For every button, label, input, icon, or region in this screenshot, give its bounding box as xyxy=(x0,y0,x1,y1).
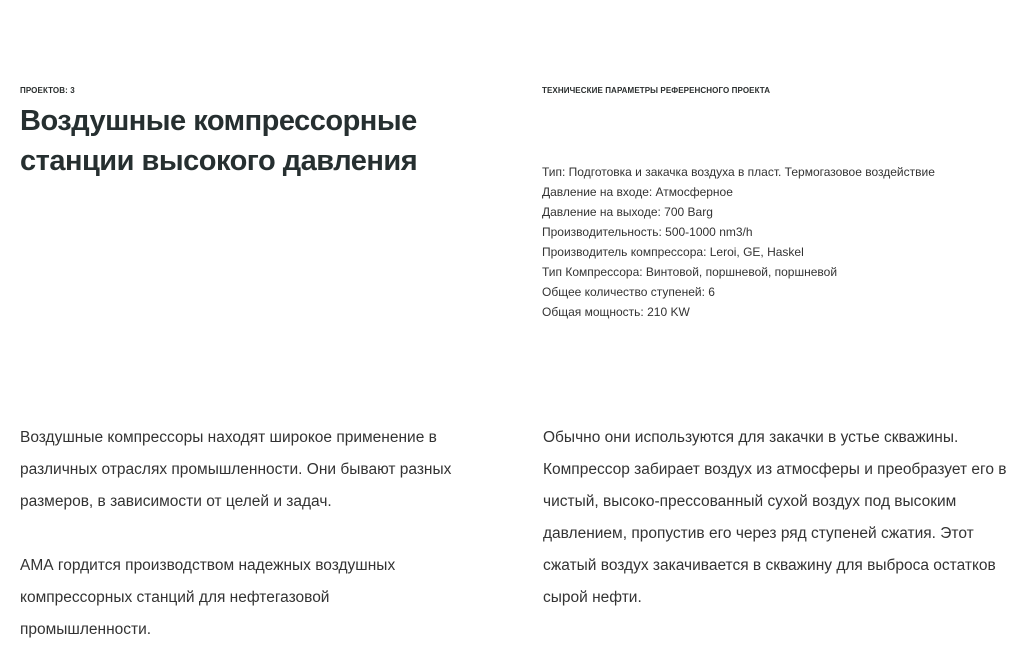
spec-capacity: Производительность: 500-1000 nm3/h xyxy=(542,225,753,239)
specs-heading: ТЕХНИЧЕСКИЕ ПАРАМЕТРЫ РЕФЕРЕНСНОГО ПРОЕКТА xyxy=(542,86,771,95)
company-paragraph: АМА гордится производством надежных воздушных компрессорных станций для нефтегазовой промышленности. xyxy=(20,557,396,638)
spec-stages: Общее количество ступеней: 6 xyxy=(542,285,715,299)
spec-compressor-type: Тип Компрессора: Винтовой, поршневой, поршневой xyxy=(542,265,838,279)
intro-paragraph: Воздушные компрессоры находят широкое применение в различных отраслях промышленности. Они бывают разных размеров, в зависимости от целей и задач. xyxy=(20,429,452,510)
spec-power: Общая мощность: 210 KW xyxy=(542,305,690,319)
spec-outlet-pressure: Давление на выходе: 700 Barg xyxy=(542,205,713,219)
spec-type: Тип: Подготовка и закачка воздуха в пласт. Термогазовое воздействие xyxy=(542,165,935,179)
page-title: Воздушные компрессорные станции высокого давления xyxy=(20,105,418,177)
specs-list xyxy=(542,162,935,322)
project-count-label: ПРОЕКТОВ: 3 xyxy=(20,86,75,95)
spec-manufacturer: Производитель компрессора: Leroi, GE, Haskel xyxy=(542,245,804,259)
usage-paragraph: Обычно они используются для закачки в устье скважины. Компрессор забирает воздух из атмосферы и преобразует его в чистый, высоко-прессованный сухой воздух под высоким давлением, пропустив его через ряд ступеней сжатия. Этот сжатый воздух закачивается в скважину для выброса остатков сырой нефти. xyxy=(543,429,1007,606)
spec-inlet-pressure: Давление на входе: Атмосферное xyxy=(542,185,733,199)
